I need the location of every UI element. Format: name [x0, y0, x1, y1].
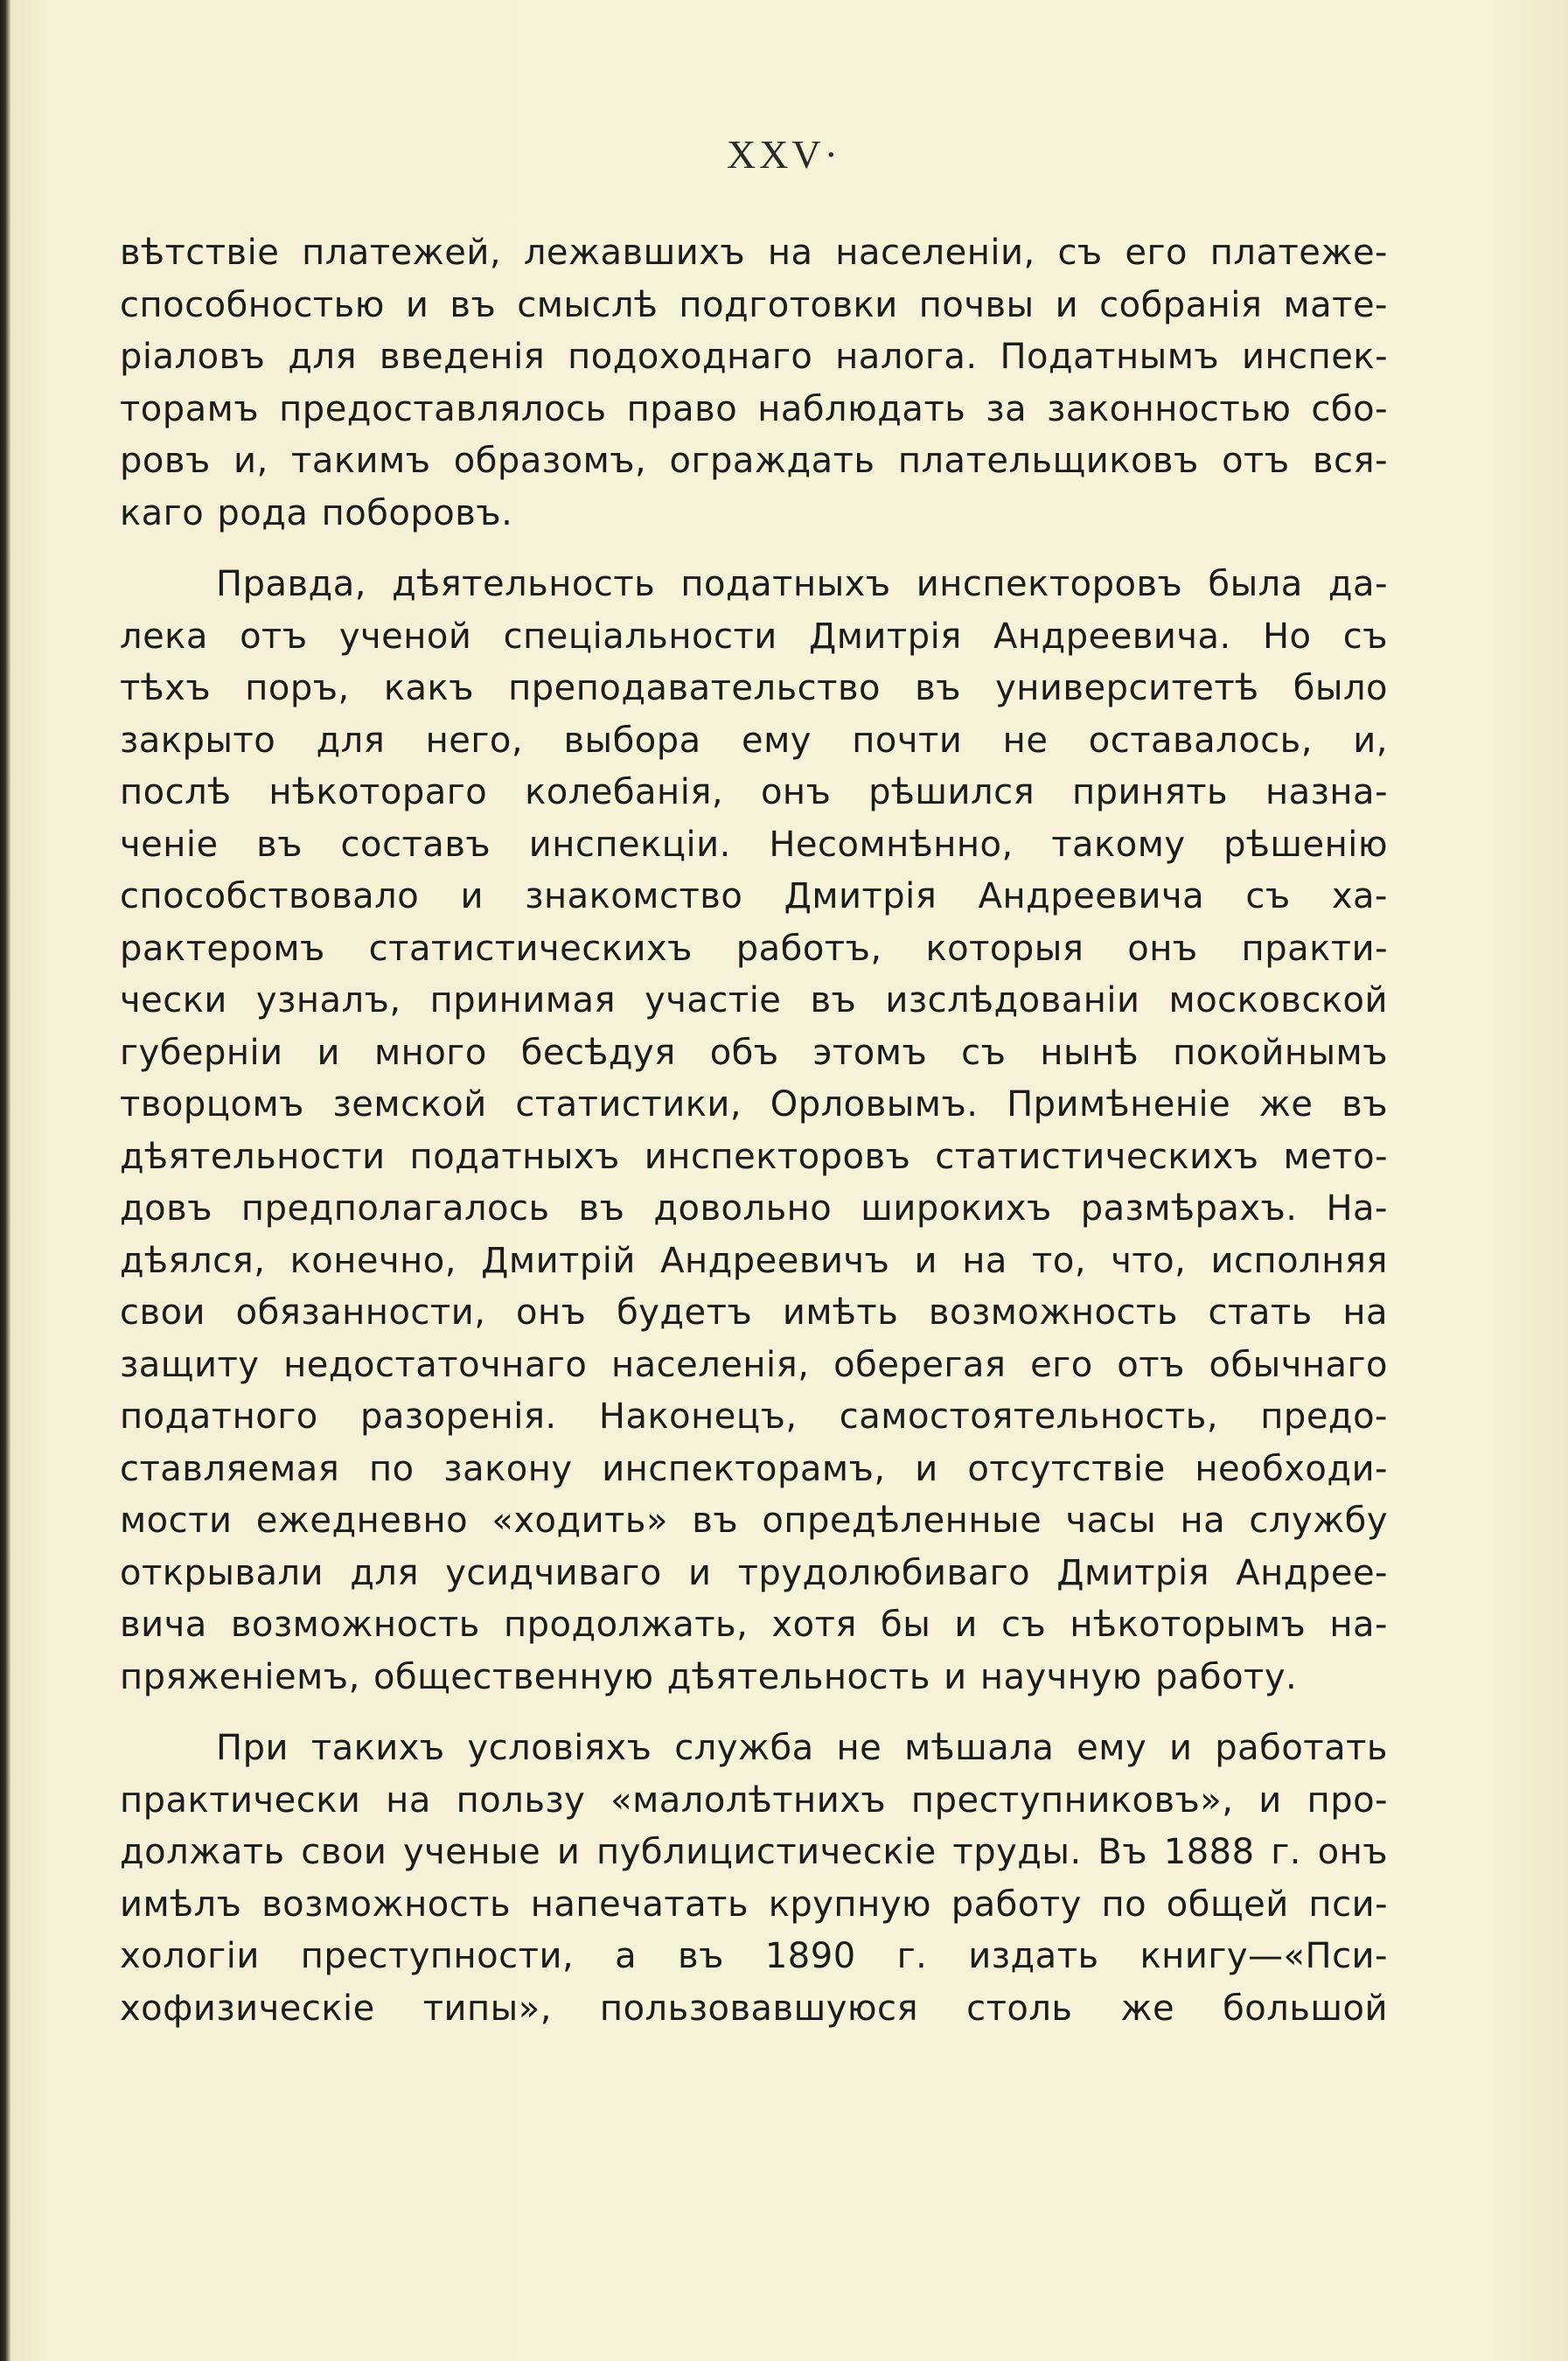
text-line: вѣтствіе платежей, лежавшихъ на населеніи, съ его платеже- — [120, 233, 1388, 273]
paragraph-gap — [120, 540, 1388, 559]
text-line: чески узналъ, принимая участіе въ изслѣдованіи московской — [120, 980, 1388, 1020]
paragraph-gap — [120, 1703, 1388, 1723]
text-line: При такихъ условіяхъ служба не мѣшала ему и работать — [216, 1728, 1388, 1768]
text-line: тѣхъ поръ, какъ преподавательство въ университетѣ было — [120, 668, 1388, 708]
text-line: мости ежедневно «ходить» въ опредѣленные часы на службу — [120, 1501, 1388, 1541]
text-line: ріаловъ для введенія подоходнаго налога. Податнымъ инспек- — [120, 337, 1388, 377]
text-line: защиту недостаточнаго населенія, оберегая его отъ обычнаго — [120, 1344, 1388, 1385]
text-line: рактеромъ статистическихъ работъ, которыя онъ практи- — [120, 928, 1388, 969]
binding-edge — [0, 0, 10, 2361]
text-line: торамъ предоставлялось право наблюдать за законностью сбо- — [120, 388, 1388, 429]
paragraph — [120, 227, 1388, 540]
paragraph — [120, 1723, 1388, 2035]
text-line: ровъ и, такимъ образомъ, ограждать плательщиковъ отъ вся- — [120, 441, 1388, 481]
text-line: ставляемая по закону инспекторамъ, и отсутствіе необходи- — [120, 1448, 1388, 1489]
text-line: способствовало и знакомство Дмитрія Андреевича съ ха- — [120, 876, 1388, 916]
text-line: должать свои ученые и публицистическіе труды. Въ 1888 г. онъ — [120, 1832, 1388, 1872]
text-line: ченіе въ составъ инспекціи. Несомнѣнно, такому рѣшенію — [120, 824, 1388, 865]
page-number: XXV· — [727, 132, 841, 177]
text-line: творцомъ земской статистики, Орловымъ. Примѣненіе же въ — [120, 1084, 1388, 1125]
text-line: лека отъ ученой спеціальности Дмитрія Андреевича. Но съ — [120, 616, 1388, 657]
text-line: имѣлъ возможность напечатать крупную работу по общей пси- — [120, 1884, 1388, 1925]
text-line: губерніи и много бесѣдуя объ этомъ съ нынѣ покойнымъ — [120, 1032, 1388, 1073]
text-line: закрыто для него, выбора ему почти не оставалось, и, — [120, 720, 1388, 761]
text-line: послѣ нѣкотораго колебанія, онъ рѣшился принять назна- — [120, 772, 1388, 812]
text-line: Правда, дѣятельность податныхъ инспекторовъ была да- — [216, 564, 1388, 604]
body-text — [120, 227, 1388, 2035]
text-line: свои обязанности, онъ будетъ имѣть возможность стать на — [120, 1292, 1388, 1333]
text-line: дѣятельности податныхъ инспекторовъ статистическихъ мето- — [120, 1136, 1388, 1177]
paragraph — [120, 559, 1388, 1703]
text-line: способностью и въ смыслѣ подготовки почвы и собранія мате- — [120, 284, 1388, 325]
text-line: хологіи преступности, а въ 1890 г. издать книгу—«Пси- — [120, 1936, 1388, 1976]
text-line: открывали для усидчиваго и трудолюбиваго Дмитрія Андрее- — [120, 1552, 1388, 1593]
text-line: практически на пользу «малолѣтнихъ преступниковъ», и про- — [120, 1779, 1388, 1821]
text-line: довъ предполагалось въ довольно широкихъ размѣрахъ. На- — [120, 1188, 1388, 1229]
text-line: вича возможность продолжать, хотя бы и съ нѣкоторымъ на- — [120, 1605, 1388, 1645]
text-line: дѣялся, конечно, Дмитрій Андреевичъ и на то, что, исполняя — [120, 1240, 1388, 1281]
text-line: пряженіемъ, общественную дѣятельность и научную работу. — [120, 1656, 1298, 1697]
text-line: податного разоренія. Наконецъ, самостоятельность, предо- — [120, 1396, 1388, 1437]
text-line: хофизическіе типы», пользовавшуюся столь же большой — [120, 1988, 1388, 2029]
text-line: каго рода поборовъ. — [120, 492, 513, 533]
